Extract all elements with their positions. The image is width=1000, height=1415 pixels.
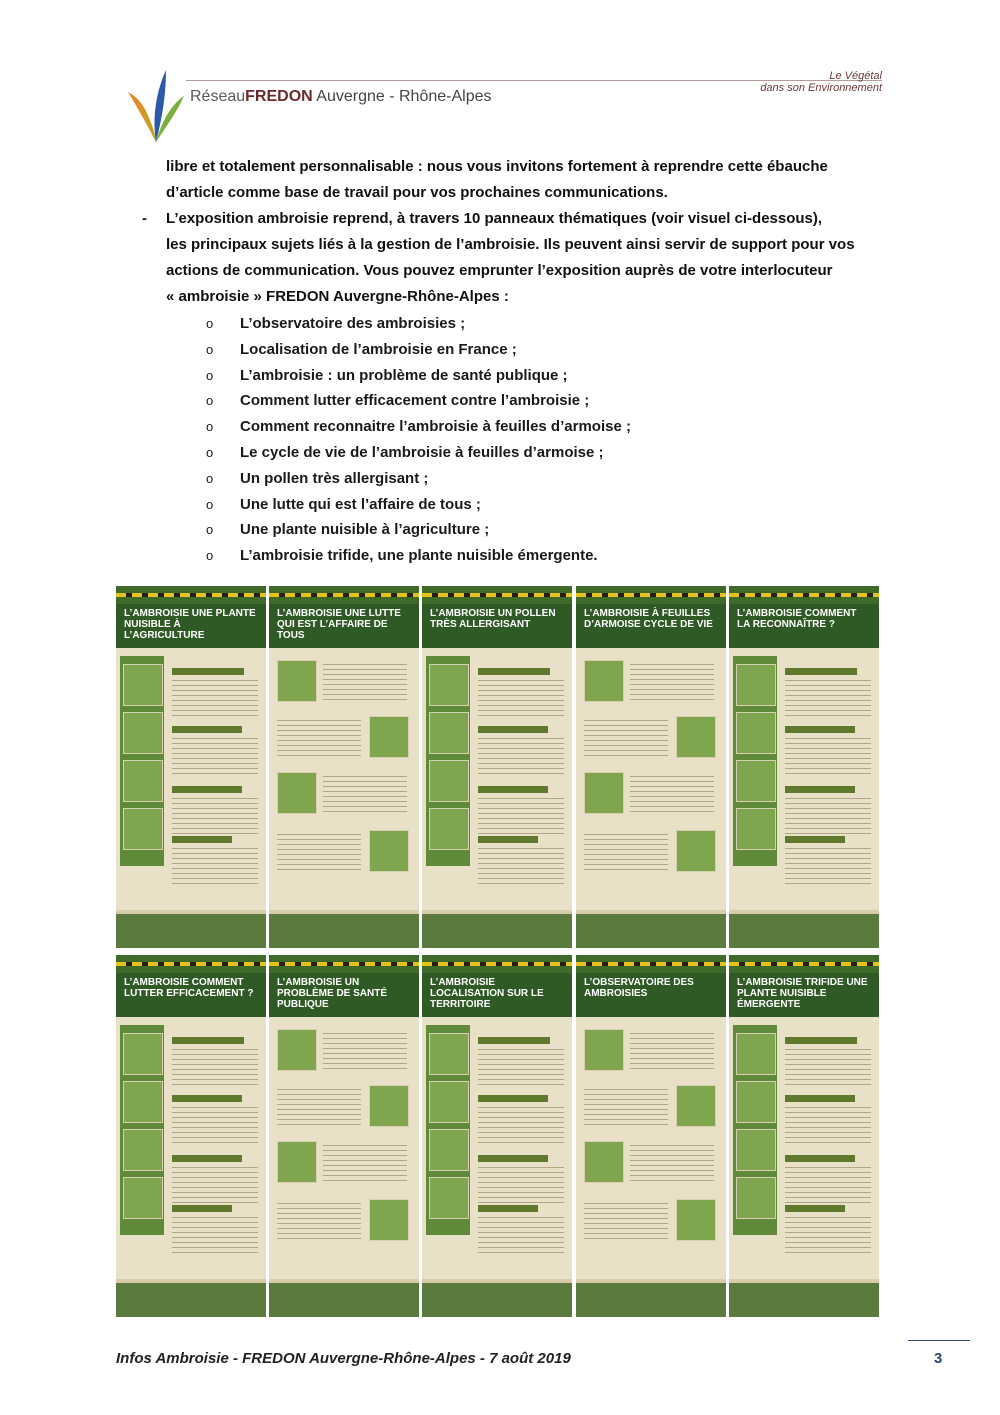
panel-title: L’AMBROISIE À FEUILLES D’ARMOISE CYCLE DE VIE [584, 608, 713, 630]
exhibition-panels-image [116, 586, 882, 1322]
bullet-icon: o [206, 341, 214, 357]
exhibition-panel [729, 955, 879, 1317]
panel-title: L’AMBROISIE TRIFIDE UNE PLANTE NUISIBLE ÉMERGENTE [737, 977, 868, 1010]
list-item: o L’ambroisie trifide, une plante nuisible émergente. [206, 543, 631, 569]
exhibition-panel [422, 955, 572, 1317]
bullet-icon: o [206, 496, 214, 512]
exposition-lead: L’exposition ambroisie [166, 210, 329, 227]
list-dash: - [142, 210, 147, 227]
panel-title: L’AMBROISIE UN PROBLÈME DE SANTÉ PUBLIQUE [277, 977, 388, 1010]
fredon-logo [126, 62, 186, 148]
exhibition-panel [576, 586, 726, 948]
list-item: o Localisation de l’ambroisie en France ; [206, 337, 631, 363]
exhibition-panel [269, 955, 419, 1317]
bullet-icon: o [206, 444, 214, 460]
exhibition-panel [729, 586, 879, 948]
bullet-icon: o [206, 419, 214, 435]
list-item: o L’observatoire des ambroisies ; [206, 311, 631, 337]
bullet-icon: o [206, 470, 214, 486]
panel-title: L’AMBROISIE COMMENT LUTTER EFFICACEMENT ? [124, 977, 254, 999]
list-item: o Comment reconnaitre l’ambroisie à feuilles d’armoise ; [206, 414, 631, 440]
exhibition-panel [116, 586, 266, 948]
bullet-icon: o [206, 548, 214, 564]
bullet-icon: o [206, 316, 214, 331]
exhibition-panel [422, 586, 572, 948]
footer-text: Infos Ambroisie - FREDON Auvergne-Rhône-Alpes - 7 août 2019 [116, 1350, 571, 1367]
exhibition-panel [269, 586, 419, 948]
bullet-icon: o [206, 393, 214, 409]
bullet-icon: o [206, 367, 214, 383]
list-item: o Une plante nuisible à l’agriculture ; [206, 517, 631, 543]
exhibition-panel [116, 955, 266, 1317]
panel-title: L’AMBROISIE UNE PLANTE NUISIBLE À L’AGRICULTURE [124, 608, 256, 641]
bullet-icon: o [206, 522, 214, 538]
panel-title: L’AMBROISIE COMMENT LA RECONNAÎTRE ? [737, 608, 857, 630]
brand-name: RéseauFREDON Auvergne - Rhône-Alpes [190, 88, 492, 105]
paragraph-2: L’exposition ambroisie reprend, à travers 10 panneaux thématiques (voir visuel ci-dessous), les principaux sujets liés à la gestion de l’ambroisie. Ils peuvent ainsi servir de support pour vos actions de communication. Vous pouvez emprunter l’exposition auprès de votre interlocuteur « ambroisie » FREDON Auvergne-Rhône-Alpes : [166, 210, 855, 305]
list-item: o Comment lutter efficacement contre l’ambroisie ; [206, 388, 631, 414]
exhibition-panel [576, 955, 726, 1317]
brand-tagline: Le Végétal dans son Environnement [760, 70, 882, 94]
page-number: 3 [934, 1350, 943, 1367]
panel-title: L’OBSERVATOIRE DES AMBROISIES [584, 977, 694, 999]
panel-title: L’AMBROISIE UN POLLEN TRÈS ALLERGISANT [430, 608, 556, 630]
panel-title: L’AMBROISIE LOCALISATION SUR LE TERRITOIRE [430, 977, 544, 1010]
list-item: o Un pollen très allergisant ; [206, 466, 631, 492]
footer-rule [908, 1340, 970, 1341]
list-item: o Une lutte qui est l’affaire de tous ; [206, 492, 631, 518]
paragraph-1: libre et totalement personnalisable : nous vous invitons fortement à reprendre cette ébauche d’article comme base de travail pour vos prochaines communications. [166, 158, 828, 201]
panel-title: L’AMBROISIE UNE LUTTE QUI EST L’AFFAIRE DE TOUS [277, 608, 401, 641]
panel-list [206, 311, 631, 569]
list-item: o Le cycle de vie de l’ambroisie à feuilles d’armoise ; [206, 440, 631, 466]
list-item: o L’ambroisie : un problème de santé publique ; [206, 363, 631, 389]
